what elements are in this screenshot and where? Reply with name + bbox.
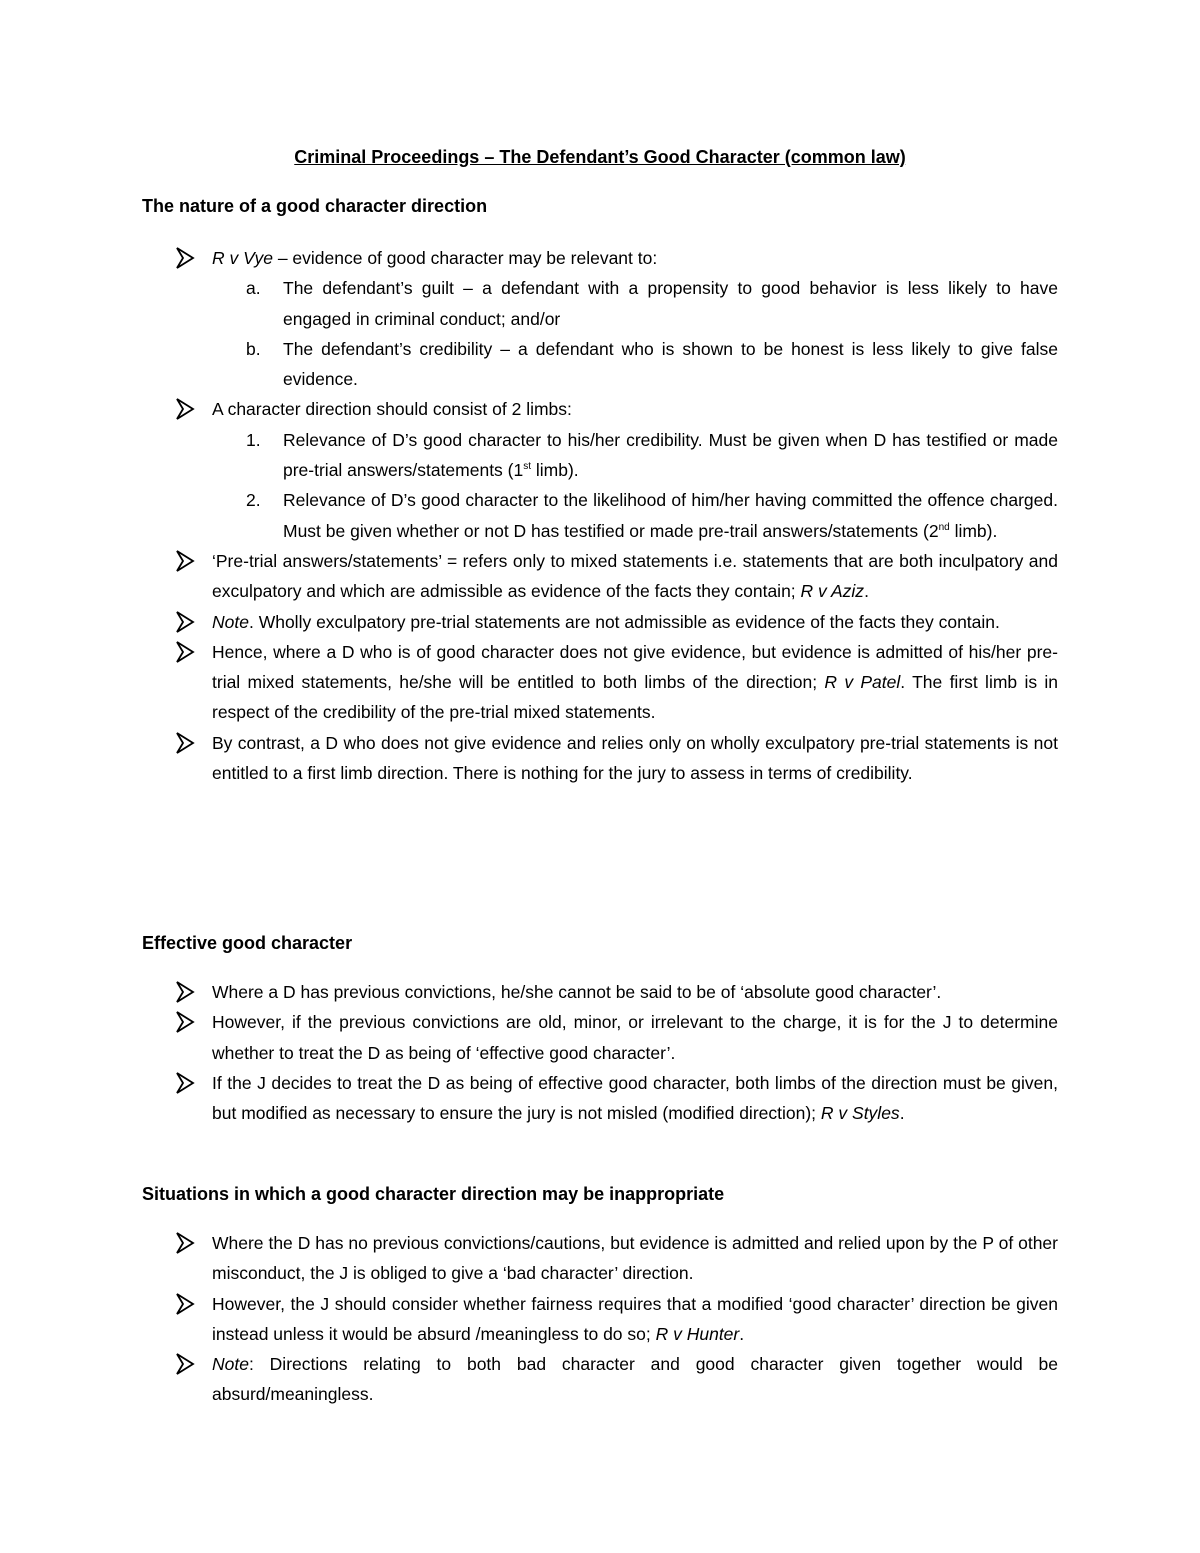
arrow-bullet-icon (175, 1011, 195, 1033)
section-heading: The nature of a good character direction (142, 196, 488, 216)
bullet-item: Hence, where a D who is of good character does not give evidence, but evidence is admitted of his/her pre-trial mixed statements, he/she will be entitled to both limbs of the direction; R v Patel. The first limb is in respect of the credibility of the pre-trial mixed statements. (0, 637, 1200, 728)
sub-item-marker: 2. (246, 490, 261, 511)
arrow-bullet-icon (175, 247, 195, 269)
bullet-item: If the J decides to treat the D as being of effective good character, both limbs of the direction must be given, but modified as necessary to ensure the jury is not misled (modified direction); R v Styles. (0, 1068, 1200, 1129)
bullet-list (0, 977, 1200, 1128)
section-heading: Effective good character (142, 933, 353, 953)
arrow-bullet-icon (175, 1232, 195, 1254)
sub-item: 2. Relevance of D’s good character to the likelihood of him/her having committed the offence charged. Must be given whether or not D has testified or made pre-trail answers/statements (2nd limb). (0, 485, 1200, 546)
section-heading: Situations in which a good character direction may be inappropriate (142, 1184, 725, 1204)
arrow-bullet-icon (175, 550, 195, 572)
bullet-item: Where a D has previous convictions, he/she cannot be said to be of ‘absolute good character’. (0, 977, 1200, 1007)
sub-item-marker: 1. (246, 429, 261, 450)
document-title: Criminal Proceedings – The Defendant’s Good Character (common law) (294, 147, 906, 167)
bullet-item: However, the J should consider whether fairness requires that a modified ‘good character’ direction be given instead unless it would be absurd /meaningless to do so; R v Hunter. (0, 1289, 1200, 1350)
bullet-item: A character direction should consist of 2 limbs: (0, 394, 1200, 424)
arrow-bullet-icon (175, 1353, 195, 1375)
arrow-bullet-icon (175, 641, 195, 663)
arrow-bullet-icon (175, 398, 195, 420)
arrow-bullet-icon (175, 981, 195, 1003)
bullet-item: By contrast, a D who does not give evidence and relies only on wholly exculpatory pre-trial statements is not entitled to a first limb direction. There is nothing for the jury to assess in terms of credibility. (0, 728, 1200, 789)
sub-item-marker: b. (246, 338, 261, 359)
bullet-item: Note. Wholly exculpatory pre-trial statements are not admissible as evidence of the facts they contain. (0, 607, 1200, 637)
arrow-bullet-icon (175, 1072, 195, 1094)
bullet-item: ‘Pre-trial answers/statements’ = refers only to mixed statements i.e. statements that are both inculpatory and exculpatory and which are admissible as evidence of the facts they contain; R v Aziz. (0, 546, 1200, 607)
bullet-list (0, 1228, 1200, 1410)
bullet-item: Where the D has no previous convictions/cautions, but evidence is admitted and relied upon by the P of other misconduct, the J is obliged to give a ‘bad character’ direction. (0, 1228, 1200, 1289)
arrow-bullet-icon (175, 1293, 195, 1315)
sub-item-marker: a. (246, 278, 261, 299)
bullet-list (0, 243, 1200, 788)
bullet-item: However, if the previous convictions are old, minor, or irrelevant to the charge, it is for the J to determine whether to treat the D as being of ‘effective good character’. (0, 1007, 1200, 1068)
arrow-bullet-icon (175, 611, 195, 633)
sub-item: 1. Relevance of D’s good character to his/her credibility. Must be given when D has testified or made pre-trial answers/statements (1st limb). (0, 425, 1200, 486)
arrow-bullet-icon (175, 732, 195, 754)
sub-item: a. The defendant’s guilt – a defendant with a propensity to good behavior is less likely to have engaged in criminal conduct; and/or (0, 273, 1200, 334)
bullet-item: R v Vye – evidence of good character may be relevant to: (0, 243, 1200, 273)
sub-item: b. The defendant’s credibility – a defendant who is shown to be honest is less likely to give false evidence. (0, 334, 1200, 395)
bullet-item: Note: Directions relating to both bad character and good character given together would be absurd/meaningless. (0, 1349, 1200, 1410)
